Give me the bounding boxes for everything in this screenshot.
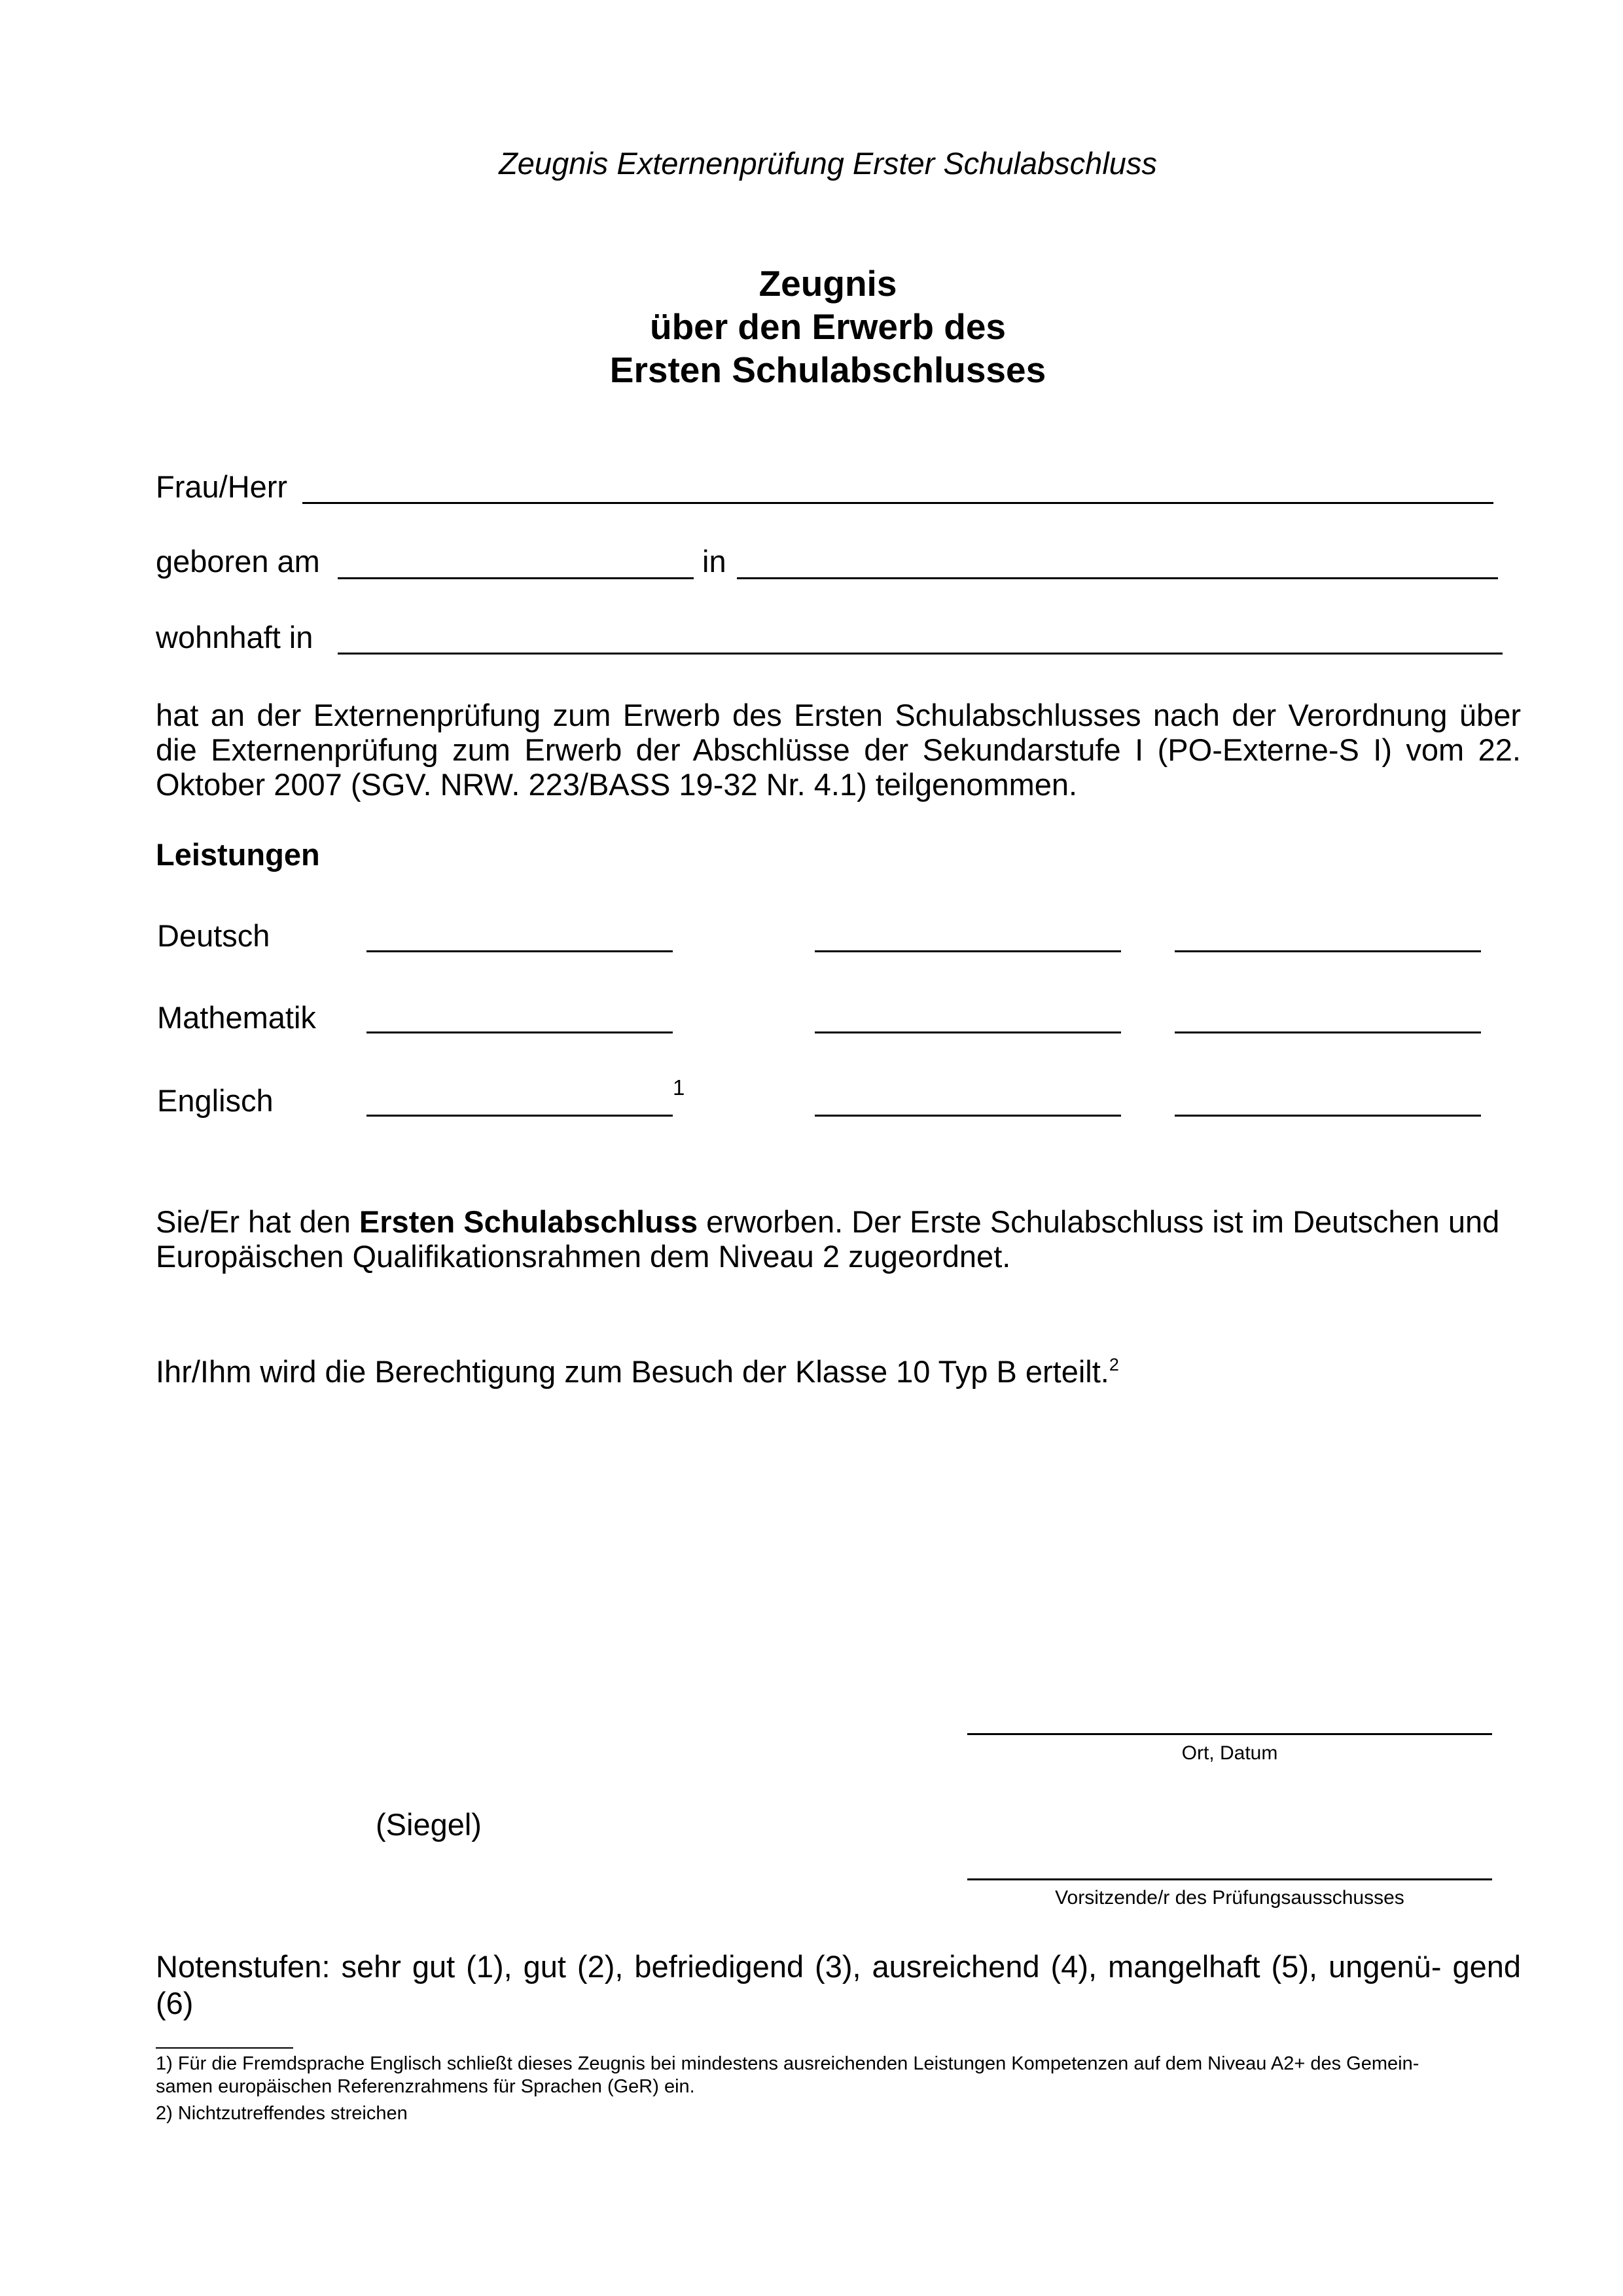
place-date-caption: Ort, Datum (1181, 1742, 1278, 1764)
chair-signature-line[interactable] (967, 1878, 1492, 1880)
entitlement-sentence: Ihr/Ihm wird die Berechtigung zum Besuch der Klasse 10 Typ B erteilt. (156, 1354, 1109, 1389)
participation-text: hat an der Externenprüfung zum Erwerb des Ersten Schulabschlusses nach der Verordnung über die Externenprüfung zum Erwerb der Abschlüsse der Sekundarstufe I (PO-Externe-S I) vom 22. Oktober 2007 (SGV. NRW. 223/BASS 19-32 Nr. 4.1) teilgenommen. (156, 698, 1521, 802)
place-date-line[interactable] (967, 1733, 1492, 1735)
document-title (0, 262, 1623, 391)
subject-deutsch: Deutsch (157, 918, 270, 953)
grades-heading: Leistungen (156, 837, 320, 872)
grade-line-deutsch-2[interactable] (815, 950, 1121, 952)
title-line-2: über den Erwerb des (649, 306, 1007, 347)
seal-label: (Siegel) (376, 1807, 482, 1842)
grade-line-englisch-3[interactable] (1175, 1115, 1481, 1117)
subject-mathematik: Mathematik (157, 1000, 316, 1035)
grade-line-deutsch-3[interactable] (1175, 950, 1481, 952)
grade-line-mathematik-3[interactable] (1175, 1031, 1481, 1033)
grade-line-mathematik-1[interactable] (366, 1031, 673, 1033)
born-label: geboren am (156, 544, 320, 579)
born-in-label: in (702, 544, 726, 579)
residence-line[interactable] (338, 653, 1503, 655)
result-prefix: Sie/Er hat den (156, 1204, 359, 1239)
title-line-1: Zeugnis (758, 263, 897, 304)
entitlement-footnote-ref: 2 (1109, 1355, 1119, 1374)
footnote-1: 1) Für die Fremdsprache Englisch schließt dieses Zeugnis bei mindestens ausreichenden Leistungen Kompetenzen auf dem Niveau A2+ des Gemein- samen europäischen Referenzrahmens für Sprachen (GeR) ein. (156, 2053, 1419, 2097)
title-line-3: Ersten Schulabschlusses (609, 350, 1046, 390)
grade-line-deutsch-1[interactable] (366, 950, 673, 952)
grade-line-mathematik-2[interactable] (815, 1031, 1121, 1033)
chair-caption: Vorsitzende/r des Prüfungsausschusses (1055, 1887, 1404, 1909)
subject-englisch: Englisch (157, 1083, 274, 1118)
result-bold: Ersten Schulabschluss (359, 1204, 698, 1239)
footnote-2: 2) Nichtzutreffendes streichen (156, 2103, 408, 2124)
name-label: Frau/Herr (156, 469, 288, 504)
result-suffix: erworben. Der Erste Schulabschluss ist im Deutschen und Europäischen Qualifikationsrahmen dem Niveau 2 zugeordnet. (156, 1204, 1500, 1274)
resident-label: wohnhaft in (156, 620, 313, 655)
grade-scale: Notenstufen: sehr gut (1), gut (2), befriedigend (3), ausreichend (4), mangelhaft (5), ungenü- gend (6) (156, 1949, 1521, 2020)
result-text (156, 1204, 1537, 1274)
english-footnote-ref: 1 (673, 1075, 685, 1100)
footnote-separator (156, 2047, 293, 2049)
name-line[interactable] (302, 502, 1493, 504)
birthdate-line[interactable] (338, 577, 694, 579)
birthplace-line[interactable] (737, 577, 1498, 579)
grade-line-englisch-2[interactable] (815, 1115, 1121, 1117)
entitlement-text (156, 1353, 1119, 1390)
document-header: Zeugnis Externenprüfung Erster Schulabschluss (499, 146, 1157, 181)
grade-line-englisch-1[interactable] (366, 1115, 673, 1117)
